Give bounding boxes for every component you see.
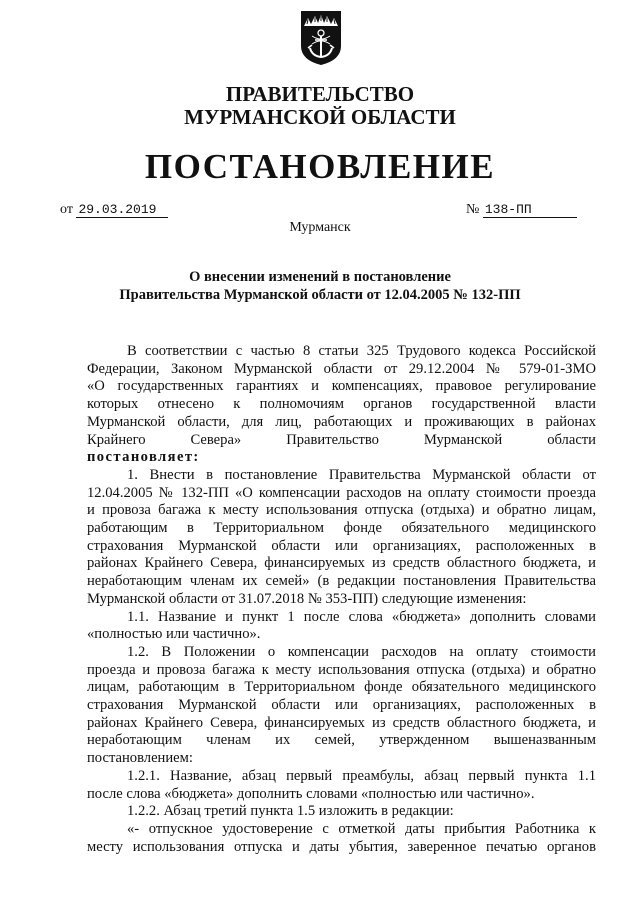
body-line: Мурманской области, для лиц, работающих и проживающих в районах: [87, 413, 596, 430]
number-prefix: №: [466, 202, 480, 217]
body-line: 1.2.2. Абзац третий пункта 1.5 изложить в редакции:: [127, 803, 454, 820]
document-title-line1: О внесении изменений в постановление: [189, 269, 451, 285]
body-line: «О государственных гарантиях и компенсациях, правовое регулирование: [87, 378, 596, 395]
date-value: 29.03.2019: [76, 202, 168, 218]
body-line: «полностью или частично».: [87, 626, 261, 643]
body-line: 1.2. В Положении о компенсации расходов на оплату стоимости: [127, 643, 596, 660]
body-line: которых отнесено к полномочиям органов государственной власти: [87, 396, 596, 413]
body-line: 1. Внести в постановление Правительства Мурманской области от: [127, 466, 596, 483]
document-body: [87, 343, 596, 856]
body-line: В соответствии с частью 8 статьи 325 Трудового кодекса Российской: [127, 343, 596, 359]
body-line: и провоза багажа к месту использования отпуска (отдыха) и обратно лицам,: [87, 502, 596, 519]
number-field: [466, 202, 577, 218]
number-value: 138-ПП: [483, 202, 577, 218]
body-line: 1.2.1. Название, абзац первый преамбулы, абзац первый пункта 1.1: [127, 767, 596, 784]
org-name-line2: МУРМАНСКОЙ ОБЛАСТИ: [184, 105, 456, 129]
body-line: Крайнего Севера» Правительство Мурманской области: [87, 431, 596, 448]
body-line: месту использования отпуска и даты убытия, заверенное печатью органов: [87, 838, 596, 855]
body-line: «- отпускное удостоверение с отметкой даты прибытия Работника к: [127, 820, 596, 837]
body-line: постановлением:: [87, 750, 193, 767]
city-label: Мурманск: [289, 220, 351, 235]
org-name-line1: ПРАВИТЕЛЬСТВО: [225, 82, 415, 106]
body-line: 12.04.2005 № 132-ПП «О компенсации расходов на оплату стоимости проезда: [87, 484, 596, 501]
body-line: после слова «бюджета» дополнить словами «полностью или частично».: [87, 785, 535, 802]
document-type-heading: ПОСТАНОВЛЕНИЕ: [144, 147, 496, 186]
document-title-line2: Правительства Мурманской области от 12.04.2005 № 132-ПП: [119, 287, 521, 303]
body-line: неработающим членам их семей, утвержденном вышеназванным: [87, 732, 596, 749]
body-line: Федерации, Законом Мурманской области от 29.12.2004 № 579-01-ЗМО: [87, 360, 596, 377]
body-line: страхования Мурманской области или организациях, расположенных в: [87, 697, 596, 714]
body-line: проезда и провоза багажа к месту использования отпуска (отдыха) и обратно: [87, 661, 596, 678]
body-line-resolution-keyword: постановляет:: [87, 449, 200, 466]
body-line: лицам, работающим в Территориальном фонде обязательного медицинского: [87, 679, 596, 696]
coat-of-arms-icon: [300, 10, 342, 66]
body-line: страхования Мурманской области или организациях, расположенных в: [87, 537, 596, 554]
body-line: работающим в Территориальном фонде обязательного медицинского: [87, 520, 596, 537]
body-line: Мурманской области от 31.07.2018 № 353-ПП) следующие изменения:: [87, 590, 527, 607]
date-prefix: от: [60, 202, 73, 217]
body-line: районах Крайнего Севера, финансируемых из средств областного бюджета, и: [87, 714, 596, 731]
date-field: [60, 202, 168, 218]
body-line: районах Крайнего Севера, финансируемых из средств областного бюджета, и: [87, 555, 596, 572]
body-line: неработающим членам их семей» (в редакции постановления Правительства: [87, 573, 596, 590]
body-line: 1.1. Название и пункт 1 после слова «бюджета» дополнить словами: [127, 608, 596, 625]
